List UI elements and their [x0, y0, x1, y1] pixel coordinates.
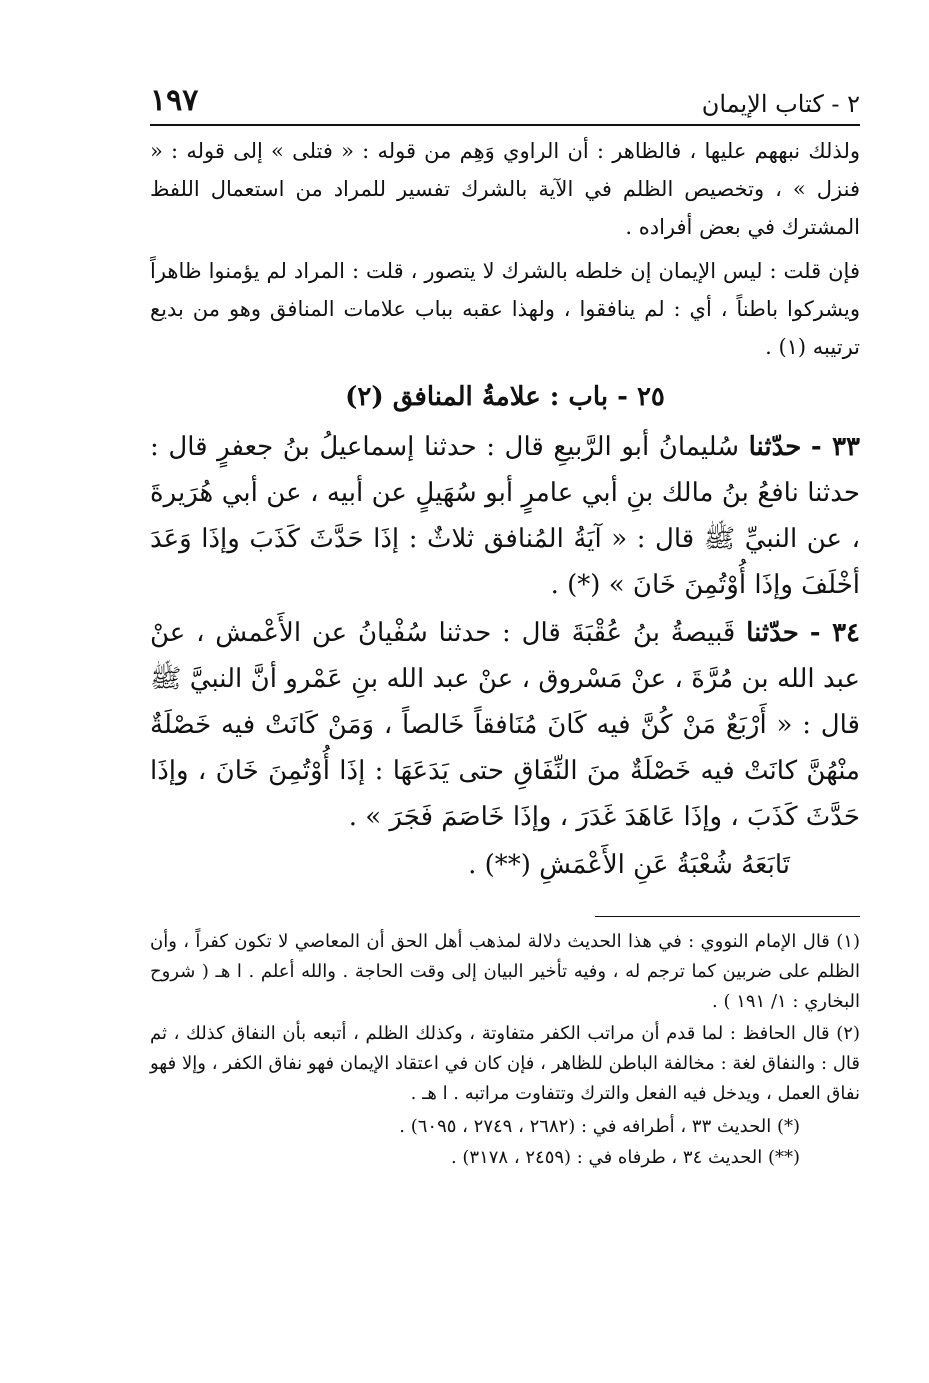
hadith-33 — [150, 424, 860, 608]
footnote-2 — [150, 1019, 860, 1109]
reference-hadith-34: (**) الحديث ٣٤ ، طرفاه في : (٢٤٥٩ ، ٣١٧٨) . — [450, 1147, 800, 1168]
footnote-separator — [595, 916, 860, 917]
reference-hadith-33: (*) الحديث ٣٣ ، أطرافه في : (٢٦٨٢ ، ٢٧٤٩ ، ٦٠٩٥) . — [399, 1116, 800, 1137]
hadith-references — [150, 1111, 860, 1173]
hadith-lead: حدّثنا — [748, 432, 802, 462]
intro-commentary — [150, 132, 860, 366]
hadith-text: قَبيصةُ بنُ عُقْبَةَ قال : حدثنا سُفْيانُ عن الأَعْمش ، عنْ عبد الله بن مُرَّةَ ، عنْ مَسْروق ، عنْ عبد الله بنِ عَمْرو أنَّ النبيَّ ﷺ قال : « أَرْبَعٌ مَنْ كُنَّ فيه كَانَ مُنَافقاً خَالصاً ، وَمَنْ كَانَتْ فيه خَصْلَةٌ منْهُنَّ كانَتْ فيه خَصْلَةٌ منَ النِّفَاقِ حتى يَدَعَهَا : إذَا أُوْتُمِنَ خَانَ ، وإذَا حَدَّثَ كَذَبَ ، وإذَا عَاهَدَ غَدَرَ ، وإذَا خَاصَمَ فَجَرَ » . — [150, 618, 860, 832]
hadith-34 — [150, 610, 860, 840]
intro-paragraph-1: ولذلك نبههم عليها ، فالظاهر : أن الراوي وَهِم من قوله : « فتلى » إلى قوله : « فنزل » ، وتخصيص الظلم في الآية بالشرك تفسير للمراد من استعمال اللفظ المشترك في بعض أفراده . — [150, 139, 860, 239]
page-header — [150, 70, 860, 118]
running-title: ٢ - كتاب الإيمان — [701, 90, 860, 118]
footnote-text: قال الحافظ : لما قدم أن مراتب الكفر متفاوتة ، وكذلك الظلم ، أتبعه بأن النفاق كذلك ، ثم قال : والنفاق لغة : مخالفة الباطن للظاهر ، فإن كان في اعتقاد الإيمان فهو نفاق الكفر ، وإلا فهو نفاق العمل ، ويدخل فيه الفعل والترك وتتفاوت مراتبه . ا هـ . — [150, 1023, 860, 1104]
book-page — [150, 70, 860, 1173]
footnote-number: (١) — [836, 931, 860, 952]
chapter-heading: ٢٥ - باب : علامةُ المنافق (٢) — [345, 382, 665, 412]
footnotes — [150, 927, 860, 1173]
hadith-lead: حدّثنا — [746, 618, 799, 648]
footnote-1 — [150, 927, 860, 1017]
page-number: ١٩٧ — [150, 83, 199, 118]
intro-paragraph-2: فإن قلت : ليس الإيمان إن خلطه بالشرك لا يتصور ، قلت : المراد لم يؤمنوا ظاهراً ويشركوا باطناً ، أي : لم ينافقوا ، ولهذا عقبه بباب علامات المنافق وهو من بديع ترتيبه (١) . — [150, 259, 860, 359]
footnote-text: قال الإمام النووي : في هذا الحديث دلالة لمذهب أهل الحق أن المعاصي لا تكون كفراً ، وأن الظلم على ضربين كما ترجم له ، وفيه تأخير البيان إلى وقت الحاجة . والله أعلم . ا هـ ( شروح البخاري : ١/ ١٩١ ) . — [150, 931, 860, 1012]
hadith-number: ٣٣ - — [810, 432, 860, 462]
footnote-number: (٢) — [836, 1023, 860, 1044]
hadith-text: سُليمانُ أبو الرَّبيعِ قال : حدثنا إسماعيلُ بنُ جعفرٍ قال : حدثنا نافعُ بنُ مالك بنِ أبي عامرٍ أبو سُهَيلٍ عن أبيه ، عن أبي هُرَيرةَ ، عن النبيِّ ﷺ قال : « آيَةُ المُنافق ثلاثٌ : إذَا حَدَّثَ كَذَبَ وإذَا وَعَدَ أخْلَفَ وإذَا أُوْتُمِنَ خَانَ » (*) . — [150, 432, 860, 600]
hadith-number: ٣٤ - — [809, 618, 861, 648]
mutaba-note: تَابَعَهُ شُعْبَةُ عَنِ الأَعْمَشِ (**) . — [468, 850, 790, 880]
header-rule — [150, 124, 860, 126]
